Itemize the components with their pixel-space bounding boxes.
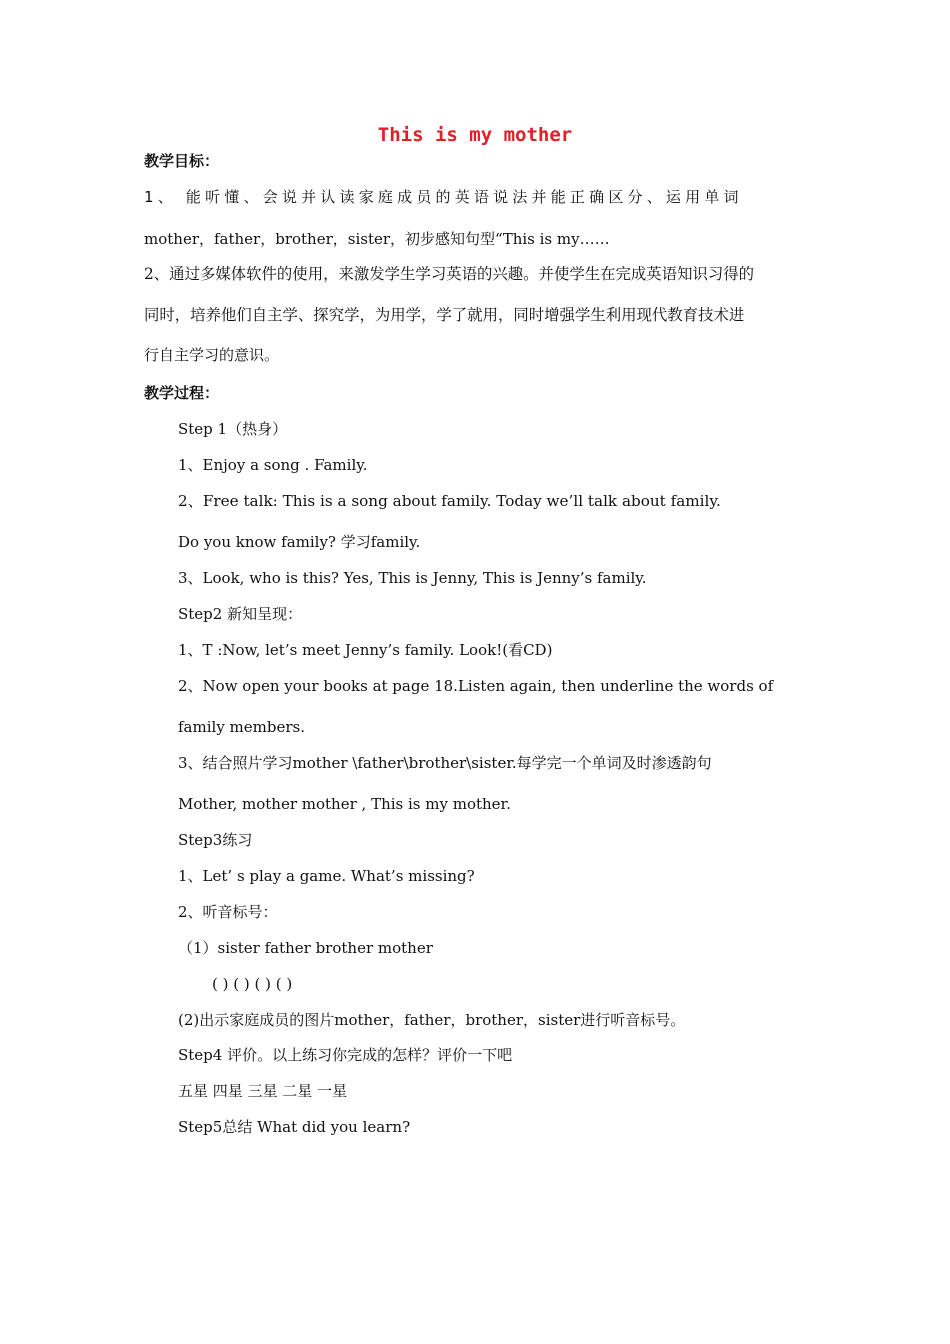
rating-levels: 五星 四星 三星 二星 一星 [178,1082,348,1100]
step-2-item-2-line-2: family members. [178,718,305,736]
step-2-item-1: 1、T :Now, let’s meet Jenny’s family. Look!(看CD) [178,641,553,659]
objectives-heading: 教学目标： [144,152,220,170]
step-2-item-3-line-1: 3、结合照片学习mother \father\brother\sister.每学完一个单词及时渗透韵句 [178,754,712,772]
step-3-item-2-sub-1: （1）sister father brother mother [178,939,433,957]
objective-1-line-2: mother，father，brother，sister，初步感知句型“This is my…… [144,230,610,248]
step-1-item-1: 1、Enjoy a song . Family. [178,456,368,474]
step-3-answer-blanks: ( ) ( ) ( ) ( ) [212,975,293,993]
step-3-item-2-sub-2: (2)出示家庭成员的图片mother，father，brother，sister进行听音标号。 [178,1011,686,1029]
step-2-item-2-line-1: 2、Now open your books at page 18.Listen again, then underline the words of [178,677,774,695]
document-title: This is my mother [377,124,573,146]
objective-1-line-1: 1、 能听懂、会说并认读家庭成员的英语说法并能正确区分、运用单词 [144,188,743,206]
step-3-heading: Step3练习 [178,831,253,849]
step-3-item-2: 2、听音标号： [178,903,278,921]
step-3-item-1: 1、Let’ s play a game. What’s missing? [178,867,475,885]
objective-2-line-1: 2、通过多媒体软件的使用，来激发学生学习英语的兴趣。并使学生在完成英语知识习得的 [144,265,755,283]
step-2-item-3-line-2: Mother, mother mother , This is my mother. [178,795,511,813]
step-2-heading: Step2 新知呈现： [178,605,303,623]
step-4-heading: Step4 评价。以上练习你完成的怎样？评价一下吧 [178,1046,513,1064]
objective-2-line-3: 行自主学习的意识。 [144,346,280,364]
step-1-item-2-line-2: Do you know family? 学习family. [178,533,421,551]
step-5-heading: Step5总结 What did you learn? [178,1118,411,1136]
step-1-item-3: 3、Look, who is this? Yes, This is Jenny, This is Jenny’s family. [178,569,647,587]
step-1-item-2-line-1: 2、Free talk: This is a song about family. Today we’ll talk about family. [178,492,721,510]
objective-2-line-2: 同时，培养他们自主学、探究学，为用学，学了就用，同时增强学生利用现代教育技术进 [144,306,745,324]
step-1-heading: Step 1（热身） [178,420,288,438]
process-heading: 教学过程： [144,384,220,402]
